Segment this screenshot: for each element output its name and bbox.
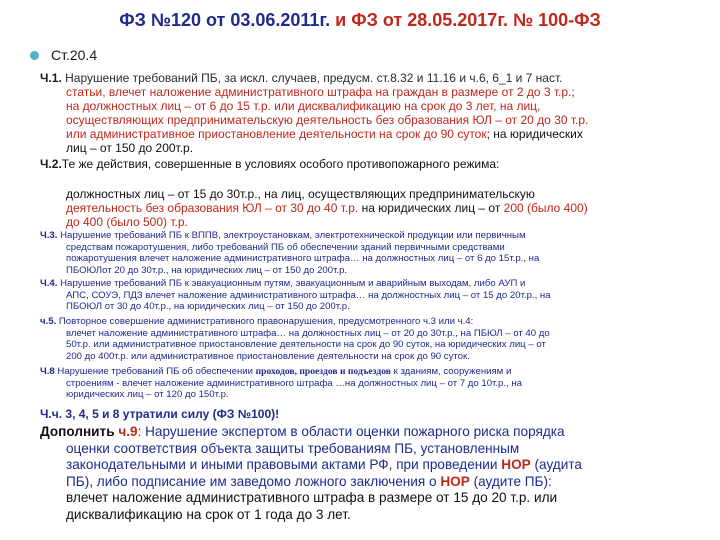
part-9-label: Дополнить bbox=[40, 424, 115, 439]
part-5-paragraph: ч.5. Повторное совершение административного правонарушения, предусмотренного ч.3 или ч.4: влечет наложение административного штрафа… на должностных лиц – от 20 до 30т.р., на ПБЮЛ – от 40 до 50т.р. или административное приостановление деятельности на срок до 90 суток, на юридических лиц – от 200 до 400т.р. или административное приостановление деятельности на срок до 90 суток. bbox=[40, 316, 550, 362]
part-1-label: Ч.1. bbox=[40, 71, 62, 85]
slide-title bbox=[0, 10, 720, 31]
part-4-label: Ч.4. bbox=[40, 278, 58, 289]
article-number: Ст.20.4 bbox=[51, 47, 98, 63]
part-2-paragraph: Ч.2.Те же действия, совершенные в условиях особого противопожарного режима: bbox=[40, 157, 500, 171]
article-heading bbox=[30, 47, 97, 63]
part-1-paragraph: Ч.1. Нарушение требований ПБ, за искл. случаев, предусм. ст.8.32 и 11.16 и ч.6, 6_1 и 7 наст. статьи, влечет наложение административного штрафа на граждан в размере от 2 до 3 т.р.; на должностных лиц – от 6 до 15 т.р. или дисквалификацию на срок до 3 лет, на лиц, осуществляющих предпринимательскую деятельность без образования ЮЛ – от 20 до 30 т.р. или административное приостановление деятельности на срок до 90 суток; на юридических лиц – от 150 до 200т.р. bbox=[40, 71, 589, 155]
part-3-label: Ч.3. bbox=[40, 230, 58, 241]
part-3-paragraph: Ч.3. Нарушение требований ПБ к ВППВ, электроустановкам, электротехнической продукции или первичным средствам пожаротушения, либо требований ПБ об обеспечении зданий первичными средствами пожаротушения влечет наложение административного штрафа… на должностных лиц – от 6 до 15т.р., на ПБОЮЛот 20 до 30т.р., на юридических лиц – от 150 до 200т.р. bbox=[40, 230, 540, 276]
part-4-paragraph: Ч.4. Нарушение требований ПБ к эвакуационным путям, эвакуационным и аварийным выходам, либо АУП и АПС, СОУЭ, ПДЗ влечет наложение административного штрафа… на должностных лиц – от 15 до 20т.р., на ПБОЮЛ от 30 до 40т.р., на юридических лиц – от 150 до 200т.р. bbox=[40, 278, 551, 312]
part-9-paragraph: Дополнить ч.9: Нарушение экспертом в области оценки пожарного риска порядка оценки соответствия объекта защиты требованиям ПБ, установленным законодательными и иными правовыми актами РФ, при проведении НОР (аудита ПБ), либо подписание им заведомо ложного заключения о НОР (аудите ПБ): влечет наложение административного штрафа в размере от 15 до 20 т.р. или дисквалификацию на срок от 1 года до 3 лет. bbox=[40, 424, 582, 522]
part-8-paragraph: Ч.8 Нарушение требований ПБ об обеспечении проходов, проездов и подъездов к зданиям, сооружениям и строениям - влечет наложение административного штрафа …на должностных лиц – от 7 до 10т.р., на юридических лиц – от 120 до 150т.р. bbox=[40, 366, 522, 400]
title-part-1: ФЗ №120 от 03.06.2011г. bbox=[119, 10, 331, 30]
part-2-continuation: должностных лиц – от 15 до 30т.р., на лиц, осуществляющих предпринимательскую деятельность без образования ЮЛ – от 30 до 40 т.р. на юридических лиц – от 200 (было 400) до 400 (было 500) т.р. bbox=[66, 187, 588, 229]
part-2-label: Ч.2. bbox=[40, 157, 62, 171]
part-5-label: ч.5. bbox=[40, 316, 57, 327]
title-part-2: и ФЗ от 28.05.2017г. № 100-ФЗ bbox=[330, 10, 601, 30]
repealed-note: Ч.ч. 3, 4, 5 и 8 утратили силу (ФЗ №100)! bbox=[40, 407, 280, 421]
part-8-label: Ч.8 bbox=[40, 366, 55, 377]
bullet-dot-icon bbox=[30, 51, 39, 60]
